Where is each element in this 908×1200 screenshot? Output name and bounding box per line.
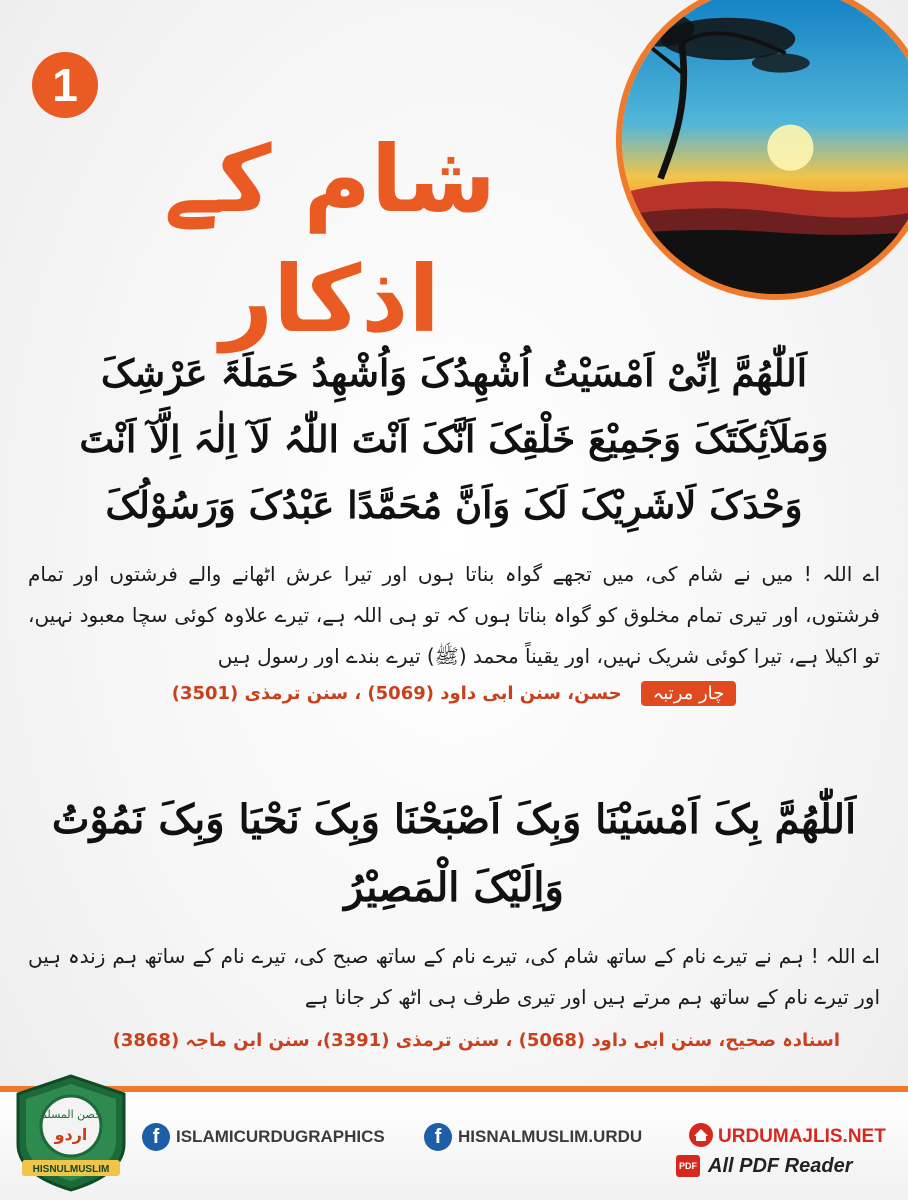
dua-section-1 (28, 340, 880, 706)
website-label: URDUMAJLIS.NET (718, 1126, 886, 1147)
repeat-count-tag: چار مرتبہ (641, 681, 737, 706)
pdf-reader-watermark (676, 1152, 852, 1180)
social-label: HISNALMUSLIM.URDU (458, 1127, 643, 1146)
social-label: ISLAMICURDUGRAPHICS (176, 1127, 385, 1146)
facebook-icon: f (142, 1123, 170, 1151)
dua-section-2 (28, 786, 880, 1051)
page-title: شام کے اذکار (164, 126, 496, 353)
urdu-translation: اے اللہ ! میں نے شام کی، میں تجھے گواہ بناتا ہوں اور تیرا عرش اٹھانے والے فرشتوں اور تمام فرشتوں، اور تیری تمام مخلوق کو گواہ بناتا ہوں کہ تو ہی اللہ ہے، تیرے علاوہ کوئی سچا معبود نہیں، تو اکیلا ہے، تیرا کوئی شریک نہیں، اور یقیناً محمد (ﷺ) تیرے بندے اور رسول ہیں (28, 562, 880, 668)
sunset-tree-image (616, 0, 908, 300)
reference-row (28, 1030, 880, 1051)
urdu-translation: اے اللہ ! ہم نے تیرے نام کے ساتھ شام کی، تیرے نام کے ساتھ صبح کی، تیرے نام کے ساتھ ہم زندہ ہیں اور تیرے نام کے ساتھ ہم مرتے ہیں اور تیری طرف ہی اٹھ کر جانا ہے (28, 944, 880, 1009)
hadith-reference: حسن، سنن ابی داود (5069) ، سنن ترمذی (3501) (171, 683, 622, 704)
hadith-reference: اسنادہ صحیح، سنن ابی داود (5068) ، سنن ترمذی (3391)، سنن ابن ماجہ (3868) (112, 1030, 840, 1051)
svg-text:حصن المسلم: حصن المسلم (40, 1108, 102, 1121)
arabic-text: اَللّٰھُمَّ اِنِّیْ اَمْسَیْتُ اُشْھِدُکَ وَاُشْھِدُ حَمَلَۃَ عَرْشِکَ وَمَلَآئِکَتَکَ وَجَمِیْعَ خَلْقِکَ اَنَّکَ اَنْتَ اللّٰہُ لَآ اِلٰہَ اِلَّآ اَنْتَ وَحْدَکَ لَاشَرِیْکَ لَکَ وَاَنَّ مُحَمَّدًا عَبْدُکَ وَرَسُوْلُکَ (79, 351, 829, 527)
pdf-reader-label: All PDF Reader (708, 1154, 853, 1177)
website-link-urdumajlis[interactable] (688, 1120, 886, 1154)
home-icon (688, 1122, 714, 1153)
svg-text:اردو: اردو (54, 1125, 88, 1144)
social-link-hisnalmuslim[interactable] (424, 1120, 642, 1154)
number-badge: 1 (32, 52, 98, 118)
facebook-icon: f (424, 1123, 452, 1151)
pdf-icon: PDF (676, 1155, 700, 1177)
social-link-islamicurdugraphics[interactable] (142, 1120, 385, 1154)
reference-row (28, 681, 880, 706)
arabic-text: اَللّٰھُمَّ بِکَ اَمْسَیْنَا وَبِکَ اَصْبَحْنَا وَبِکَ نَحْیَا وَبِکَ نَمُوْتُ وَاِلَیْکَ الْمَصِیْرُ (51, 796, 857, 911)
svg-text:HISNULMUSLIM: HISNULMUSLIM (32, 1164, 110, 1175)
hisnulmuslim-logo (12, 1074, 130, 1192)
